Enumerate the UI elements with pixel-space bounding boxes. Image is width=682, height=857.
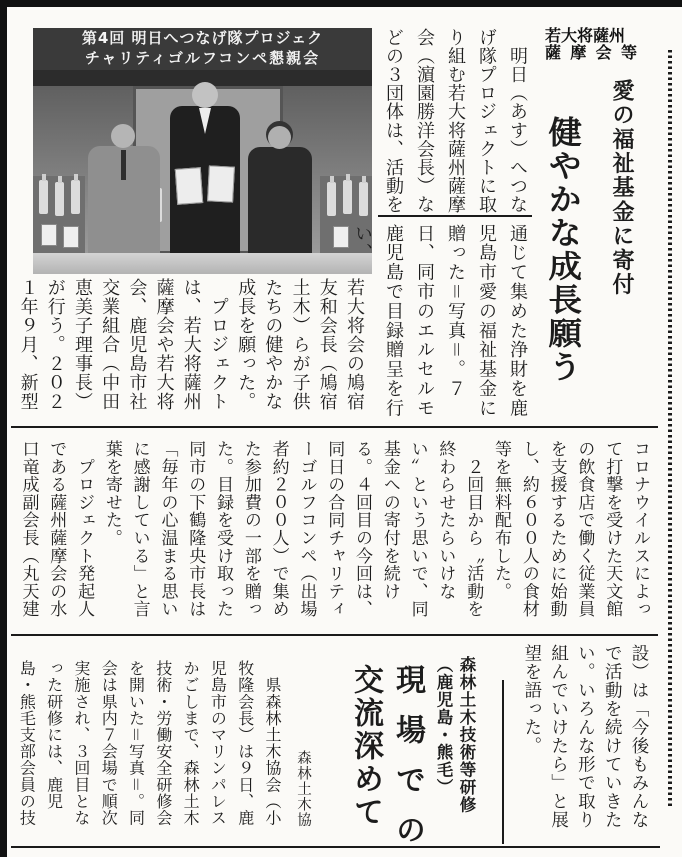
article1-subheadline: 愛の福祉基金に寄付 [609,79,634,297]
person-left-silhouette [88,124,160,254]
article1-kicker [545,27,637,61]
article1-body-seg2-right [352,224,533,420]
article1-seg3-p1: コロナウイルスによって打撃を受けた天文館の飲食店で働く従業員を支援するために始動し、約６００人の食材等を無料配布した。 [491,440,650,618]
article1-body-seg1 [378,28,533,216]
bottle-icon [71,180,80,214]
bottle-icon [343,180,352,214]
section-rule-3 [11,634,658,636]
column-separator-dashed-line [665,50,675,806]
bottle-label [41,224,57,246]
frame-left-border [0,0,7,857]
article2-byline: 森林土木協 [295,750,311,828]
frame-top-border [0,0,682,7]
article1-seg3-p2: ２回目から〝活動を終わらせたらいけない〟という思いで、同基金への寄付を続ける。４回目の今回は、同日の合同チャリティーゴルフコンペ（出場者約２００人）で集めた参加費の一部を贈った。目録を受け取った同市の下鶴隆央市長は「毎年の心温まる思いに感謝している」と言葉を寄せた。 [101,440,484,618]
article1-kicker-line1: 若大将薩州 [545,26,626,45]
article2-headline-line2: 交流深めて [348,664,383,829]
article-divider [502,680,504,844]
section-rule-1 [378,215,532,217]
bottom-rule [11,846,660,848]
article1-body-seg4 [518,644,652,830]
article1-body-seg2-left [14,278,368,414]
article1-seg4-text: 設）は「今後もみんなで活動を続けていきたい。いろんな形で取り組んでいけたら」と展望を語った。 [521,644,649,829]
article2-body-text: 県森林土木協会（小牧隆会長）は９日、鹿児島市のマリンパレスかごしまで、森林土木技術・労働安全研修会を開いた＝写真＝。同会は県内７会場で順次実施され、３回目となった研修には、鹿児島・熊毛支部会員の技 [17,660,282,826]
article1-kicker-line2: 薩摩会等 [545,43,637,62]
article1-seg2-left-p1: 若大将会の鳩宿友和会長（鳩宿土木）らが子供たちの健やかな成長を願った。 [235,278,365,411]
article2-kicker [426,656,478,818]
gift-certificate [175,167,203,205]
photo-banner-line1: 第4回 明日へつなげ隊プロジェク [81,29,324,47]
person-center-silhouette [170,82,240,254]
article1-seg2-left-p2: プロジェクトは、若大将薩州薩摩会や若大将会、鹿児島市社交業組合（中田恵美子理事長）が行う。２０２１年９月、新型 [17,278,229,411]
article1-seg1-text: 明日（あす）へつなげ隊プロジェクトに取り組む若大将薩州薩摩会（濵園勝洋会長）などの３団体は、活動を [383,28,528,214]
section-rule-2 [11,426,658,428]
article2-kicker-line1: 森林土木技術等研修 [457,656,476,814]
photo-banner-line2: チャリティゴルフコンペ懇親会 [84,49,321,67]
article2-headline-line1: 現場での [390,664,425,844]
article1-seg2-right-text: 通じて集めた浄財を鹿児島市愛の福祉基金に贈った＝写真＝。７日、同市のエルセルモ鹿児島で目録贈呈を行い、 [352,224,528,418]
photo-banner [33,28,372,70]
article2-kicker-line2: （鹿児島・熊毛） [434,656,453,796]
person-right-silhouette [248,126,312,254]
article1-seg3-p3: プロジェクト発起人である薩州薩摩会の水口竜成副会長（丸天建 [18,440,95,618]
bottle-icon [359,182,368,216]
gift-certificate [207,165,235,202]
article2-body [12,660,286,832]
article1-headline: 健やかな成長願う [541,116,581,384]
bottle-label [63,226,79,248]
bottle-icon [55,182,64,216]
bottle-icon [39,180,48,214]
article1-photo [33,28,372,274]
article1-body-seg3 [13,440,653,622]
photo-floor [33,253,372,274]
bottle-icon [327,182,336,216]
